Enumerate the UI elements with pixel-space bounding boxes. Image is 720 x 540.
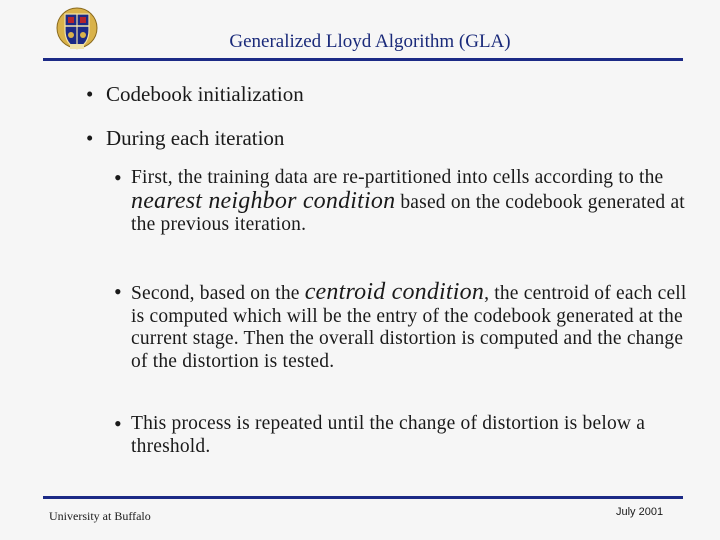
- emphasis-term: nearest neighbor condition: [131, 187, 396, 214]
- sub-bullet-text: [131, 281, 696, 373]
- footer-divider: [43, 496, 683, 499]
- sub-bullet-icon: •: [114, 165, 122, 190]
- footer-institution: University at Buffalo: [49, 509, 151, 523]
- bullet-icon: •: [86, 82, 94, 106]
- sub-bullet-icon: •: [114, 279, 122, 304]
- sub-bullet-icon: •: [114, 411, 122, 436]
- bullet-text: During each iteration: [106, 126, 285, 150]
- slide-title: Generalized Lloyd Algorithm (GLA): [229, 31, 511, 52]
- bullet-text: Codebook initialization: [106, 82, 304, 106]
- sub-bullet-text-after: based on the codebook generated at the previous iteration.: [131, 191, 685, 235]
- footer-date: July 2001: [616, 506, 664, 518]
- sub-bullet-text: This process is repeated until the change of distortion is below a threshold.: [131, 413, 646, 457]
- sub-bullet-text-before: First, the training data are re-partitioned into cells according to the: [131, 167, 664, 188]
- bullet-icon: •: [86, 126, 94, 150]
- sub-bullet-text-after: , the centroid of each cell is computed which will be the entry of the codebook generated at the current stage. Then the overall distortion is computed and the change of the distortion is tested.: [131, 283, 687, 372]
- sub-bullet-text-before: Second, based on the: [131, 283, 305, 304]
- title-divider: [43, 58, 683, 61]
- emphasis-term: centroid condition: [304, 279, 485, 305]
- sub-bullet-text: [131, 167, 696, 237]
